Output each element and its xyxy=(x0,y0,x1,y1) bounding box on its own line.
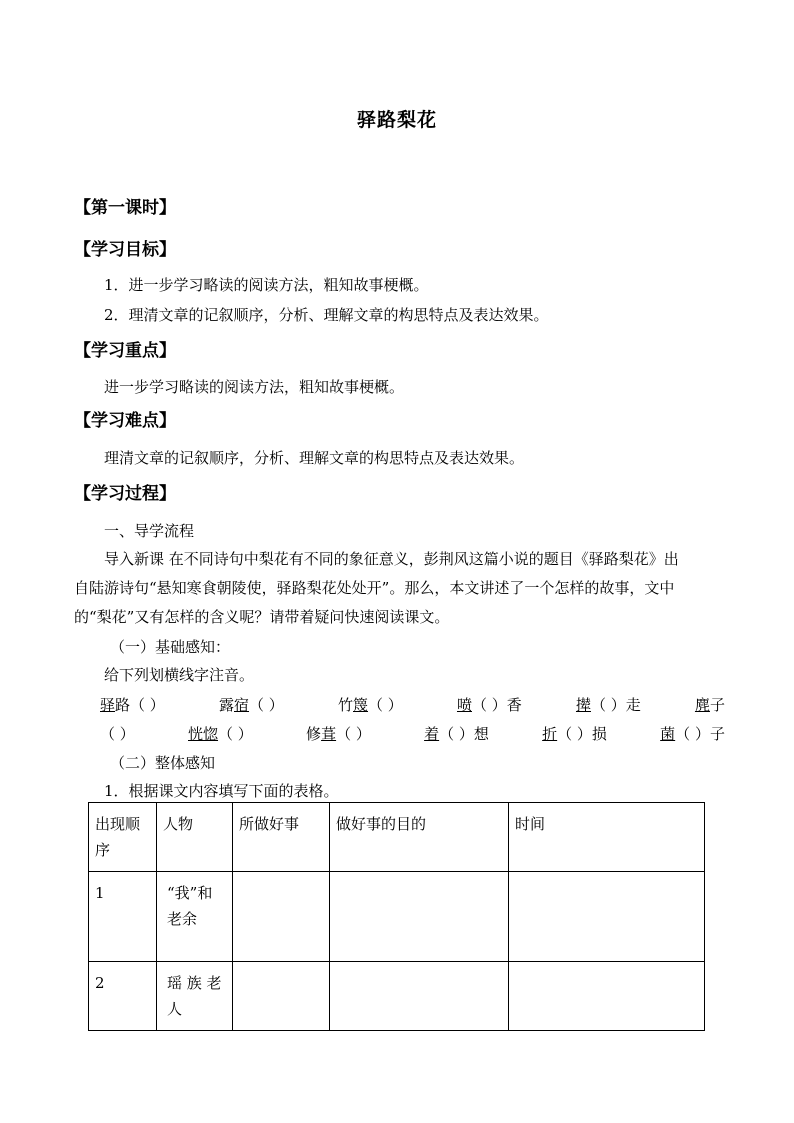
pinyin-item: 折（ ）损 xyxy=(542,725,607,743)
pinyin-item: 竹篾（ ） xyxy=(337,696,403,714)
instruction: 给下列划横线字注音。 xyxy=(104,666,255,684)
fill-in-table xyxy=(88,802,705,1031)
table-cell: “我”和老余 xyxy=(157,872,233,962)
pinyin-item: （ ） xyxy=(100,725,135,743)
heading-process: 【学习过程】 xyxy=(74,484,176,504)
heading-period: 【第一课时】 xyxy=(74,198,176,218)
intro-line-1: 导入新课 在不同诗句中梨花有不同的象征意义，彭荆风这篇小说的题目《驿路梨花》出 xyxy=(104,550,679,568)
table-cell: 2 xyxy=(89,962,157,1031)
table-row xyxy=(89,962,705,1031)
table-row xyxy=(89,872,705,962)
pinyin-item: 露宿（ ） xyxy=(218,696,284,714)
difficulty-text: 理清文章的记叙顺序，分析、理解文章的构思特点及表达效果。 xyxy=(104,449,525,467)
table-header-row xyxy=(89,803,705,872)
table-header-cell: 时间 xyxy=(509,803,705,872)
pinyin-item: 修葺（ ） xyxy=(306,725,371,743)
table-cell[interactable] xyxy=(509,962,705,1031)
goal-item-1: 1．进一步学习略读的阅读方法，粗知故事梗概。 xyxy=(104,276,429,294)
table-cell[interactable] xyxy=(509,872,705,962)
table-header-cell: 所做好事 xyxy=(233,803,330,872)
intro-line-3: 的“梨花”又有怎样的含义呢？请带着疑问快速阅读课文。 xyxy=(74,608,450,626)
pinyin-item: 着（ ）想 xyxy=(424,725,489,743)
goal-item-2: 2．理清文章的记叙顺序，分析、理解文章的构思特点及表达效果。 xyxy=(104,306,549,324)
table-header-cell: 人物 xyxy=(157,803,233,872)
pinyin-item: 恍惚（ ） xyxy=(188,725,253,743)
intro-line-2: 自陆游诗句“悬知寒食朝陵使，驿路梨花处处开”。那么，本文讲述了一个怎样的故事，文中 xyxy=(74,579,675,597)
heading-goals: 【学习目标】 xyxy=(74,240,176,260)
heading-difficulty: 【学习难点】 xyxy=(74,411,176,431)
table-cell[interactable] xyxy=(330,872,509,962)
table-cell[interactable] xyxy=(233,962,330,1031)
pinyin-item: 喷（ ）香 xyxy=(456,696,522,714)
pinyin-row-1 xyxy=(100,694,725,715)
task-1: 1．根据课文内容填写下面的表格。 xyxy=(104,782,339,800)
section-guide: 一、导学流程 xyxy=(104,522,195,540)
pinyin-item: 菌（ ）子 xyxy=(660,725,725,743)
table-header-cell: 做好事的目的 xyxy=(330,803,509,872)
sub-basic: （一）基础感知： xyxy=(110,638,231,656)
document-title: 驿路梨花 xyxy=(356,109,437,131)
table-cell: 1 xyxy=(89,872,157,962)
table-cell[interactable] xyxy=(233,872,330,962)
pinyin-item: 撵（ ）走 xyxy=(575,696,641,714)
table-cell: 瑶 族 老 人 xyxy=(157,962,233,1031)
pinyin-row-2 xyxy=(100,723,725,744)
heading-focus: 【学习重点】 xyxy=(74,341,176,361)
pinyin-item: 驿路（ ） xyxy=(100,696,165,714)
sub-overall: （二）整体感知 xyxy=(110,754,216,772)
table-cell[interactable] xyxy=(330,962,509,1031)
focus-text: 进一步学习略读的阅读方法，粗知故事梗概。 xyxy=(104,378,405,396)
table-header-cell: 出现顺序 xyxy=(89,803,157,872)
pinyin-item: 麂子 xyxy=(694,696,725,714)
